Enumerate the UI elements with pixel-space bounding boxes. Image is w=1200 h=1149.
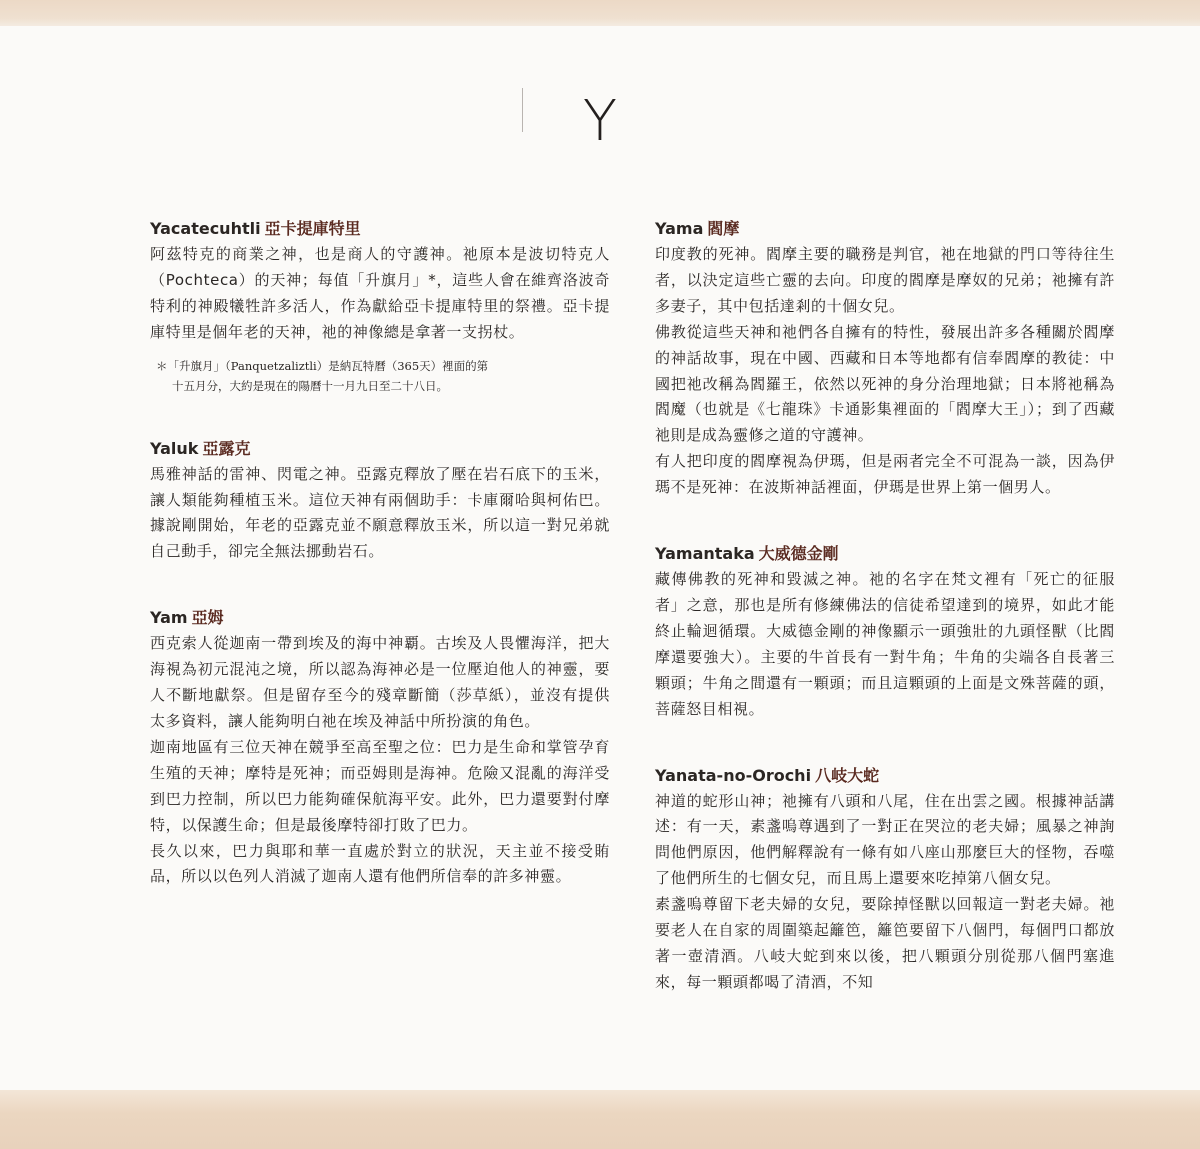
footnote bbox=[150, 356, 610, 396]
entry-paragraph: 印度教的死神。閻摩主要的職務是判官，祂在地獄的門口等待往生者，以決定這些亡靈的去向。印度的閻摩是摩奴的兄弟；祂擁有許多妻子，其中包括達剎的十個女兒。 bbox=[655, 245, 1115, 315]
entry-paragraph: 阿茲特克的商業之神，也是商人的守護神。祂原本是波切特克人（Pochteca）的天神；每值「升旗月」*，這些人會在維齊洛波奇特利的神殿犧牲許多活人，作為獻給亞卡提庫特里的祭禮。亞卡提庫特里是個年老的天神，祂的神像總是拿著一支拐杖。 bbox=[150, 245, 610, 341]
entry-heading bbox=[655, 218, 1115, 240]
entry-paragraph: 西克索人從迦南一帶到埃及的海中神覇。古埃及人畏懼海洋，把大海視為初元混沌之境，所以認為海神必是一位壓迫他人的神靈，要人不斷地獻祭。但是留存至今的殘章斷簡（莎草紙），並沒有提供太多資料，讓人能夠明白祂在埃及神話中所扮演的角色。 bbox=[150, 634, 610, 730]
entry-name-zh: 亞卡提庫特里 bbox=[264, 219, 361, 238]
entry-name-en: Yam bbox=[150, 608, 188, 628]
entry-name-zh: 大威德金剛 bbox=[758, 544, 839, 564]
entry-name-en: Yamantaka bbox=[655, 544, 755, 564]
entry-name-zh: 亞露克 bbox=[202, 438, 251, 458]
entry-paragraph: 長久以來，巴力與耶和華一直處於對立的狀況，天主並不接受賄品，所以以色列人消滅了迦南人還有他們所信奉的許多神靈。 bbox=[150, 841, 610, 886]
left-column bbox=[150, 218, 610, 932]
entry-yanata-no-orochi bbox=[655, 765, 1115, 996]
entry-heading bbox=[655, 543, 1115, 565]
entry-heading bbox=[150, 218, 610, 240]
footnote-line: ＊「升旗月」（Panquetzaliztli）是納瓦特曆（365天）裡面的第 bbox=[156, 358, 489, 373]
entry-heading bbox=[150, 607, 610, 629]
entry-name-zh: 亞姆 bbox=[191, 608, 224, 628]
entry-yacatecuhtli bbox=[150, 218, 610, 396]
entry-name-en: Yaluk bbox=[150, 438, 199, 458]
entry-paragraph: 有人把印度的閻摩視為伊瑪，但是兩者完全不可混為一談，因為伊瑪不是死神：在波斯神話裡面，伊瑪是世界上第一個男人。 bbox=[655, 452, 1115, 497]
entry-name-en: Yacatecuhtli bbox=[150, 219, 261, 238]
entry-heading bbox=[655, 765, 1115, 787]
entry-name-en: Yama bbox=[655, 219, 704, 238]
entry-paragraph: 神道的蛇形山神；祂擁有八頭和八尾，住在出雲之國。根據神話講述：有一天，素盞嗚尊遇到了一對正在哭泣的老夫婦；風暴之神詢問他們原因，他們解釋說有一條有如八座山那麼巨大的怪物，吞噬了他們所生的七個女兒，而且馬上還要來吃掉第八個女兒。 bbox=[655, 791, 1115, 888]
entry-yam bbox=[150, 607, 610, 890]
entry-name-zh: 閻摩 bbox=[707, 219, 740, 238]
entry-paragraph: 藏傳佛教的死神和毀滅之神。祂的名字在梵文裡有「死亡的征服者」之意，那也是所有修練佛法的信徒希望達到的境界，如此才能終止輪迴循環。大威德金剛的神像顯示一頭強壯的九頭怪獸（比閻摩還要強大）。主要的牛首長有一對牛角；牛角的尖端各自長著三顆頭；牛角之間還有一顆頭；而且這顆頭的上面是文殊菩薩的頭，菩薩怒目相視。 bbox=[655, 570, 1115, 718]
entry-name-zh: 八岐大蛇 bbox=[815, 765, 880, 785]
right-column bbox=[655, 218, 1115, 1038]
footnote-line: 十五月分，大約是現在的陽曆十一月九日至二十八日。 bbox=[172, 378, 448, 393]
entry-paragraph: 迦南地區有三位天神在競爭至高至聖之位：巴力是生命和掌管孕育生殖的天神；摩特是死神；而亞姆則是海神。危險又混亂的海洋受到巴力控制，所以巴力能夠確保航海平安。此外，巴力還要對付摩特，以保護生命；但是最後摩特卻打敗了巴力。 bbox=[150, 737, 610, 834]
top-scan-border bbox=[0, 0, 1200, 26]
entry-paragraph: 佛教從這些天神和祂們各自擁有的特性，發展出許多各種關於閻摩的神話故事，現在中國、西藏和日本等地都有信奉閻摩的教徒：中國把祂改稱為閻羅王，依然以死神的身分治理地獄；日本將祂稱為閻魔（也就是《七龍珠》卡通影集裡面的「閻摩大王」）；到了西藏祂則是成為靈修之道的守護神。 bbox=[655, 322, 1115, 445]
entry-yama bbox=[655, 218, 1115, 501]
entry-heading bbox=[150, 438, 610, 460]
bottom-scan-border bbox=[0, 1090, 1200, 1149]
entry-paragraph: 素盞嗚尊留下老夫婦的女兒，要除掉怪獸以回報這一對老夫婦。祂要老人在自家的周圍築起籬笆，籬笆要留下八個門，每個門口都放著一壺清酒。八岐大蛇到來以後，把八顆頭分別從那八個門塞進來，每一顆頭都喝了清酒，不知 bbox=[655, 895, 1115, 991]
entry-yaluk bbox=[150, 438, 610, 566]
entry-yamantaka bbox=[655, 543, 1115, 722]
section-letter: Y bbox=[582, 89, 618, 154]
entry-paragraph: 馬雅神話的雷神、閃電之神。亞露克釋放了壓在岩石底下的玉米，讓人類能夠種植玉米。這位天神有兩個助手：卡庫爾哈與柯佑巴。據說剛開始，年老的亞露克並不願意釋放玉米，所以這一對兄弟就自己動手，卻完全無法挪動岩石。 bbox=[150, 464, 610, 561]
entry-name-en: Yanata-no-Orochi bbox=[655, 765, 812, 785]
